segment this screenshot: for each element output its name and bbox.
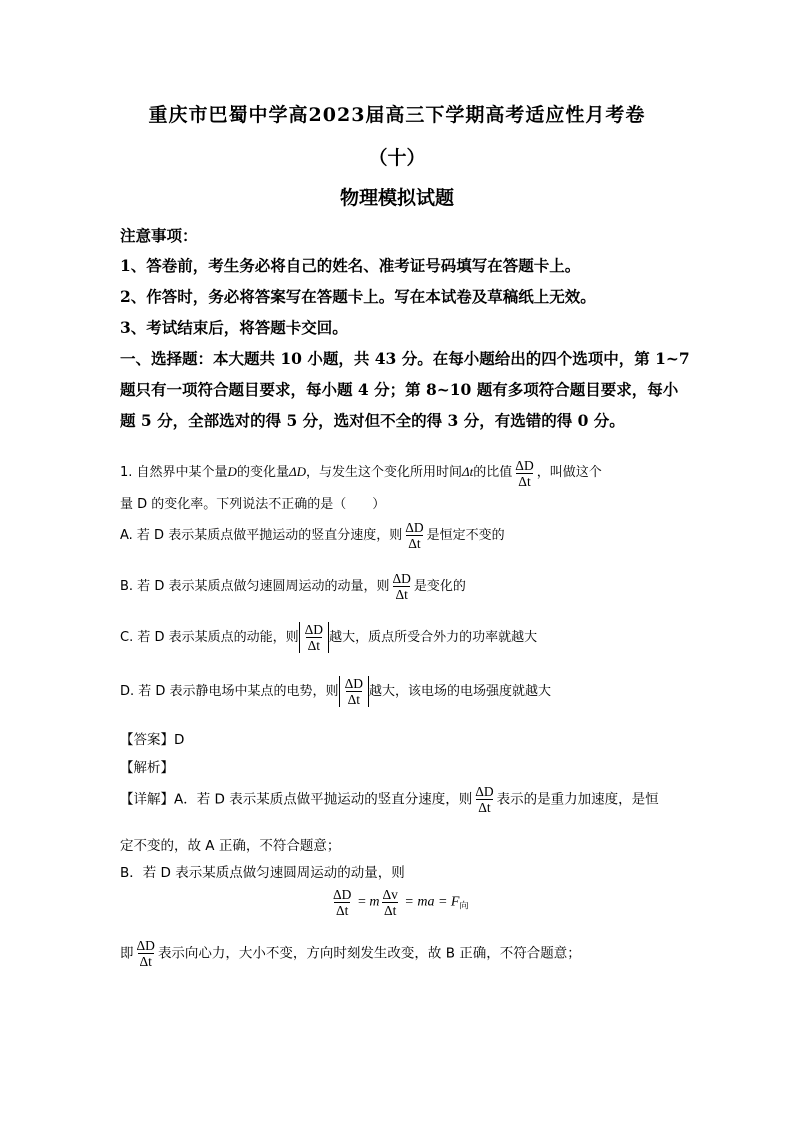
section-instructions-1: 一、选择题：本大题共 10 小题，共 43 分。在每小题给出的四个选项中，第 1~7 — [120, 349, 690, 368]
analysis-heading: 【解析】 — [120, 760, 174, 776]
ratio-fraction: $\frac{\Delta D}{\Delta t}$ — [515, 458, 534, 489]
notice-item-2: 2、作答时，务必将答案写在答题卡上。写在本试卷及草稿纸上无效。 — [120, 287, 596, 306]
option-b: B. 若 D 表示某质点做匀速圆周运动的动量，则 $\frac{\Delta D}{\Delta t}$ 是变化的 — [120, 571, 466, 602]
option-a: A. 若 D 表示某质点做平抛运动的竖直分速度，则 $\frac{\Delta D}{\Delta t}$ 是恒定不变的 — [120, 520, 505, 551]
question-1-stem: 1. 自然界中某个量D的变化量ΔD，与发生这个变化所用时间Δt的比值 $\frac{\Delta D}{\Delta t}$ ，叫做这个 — [120, 458, 602, 489]
section-instructions-2: 题只有一项符合题目要求，每小题 4 分；第 8~10 题有多项符合题目要求，每小 — [120, 380, 679, 399]
detail-a-line2: 定不变的，故 A 正确，不符合题意； — [120, 838, 341, 854]
page-subtitle: （十） — [368, 147, 426, 169]
answer: 【答案】D — [120, 732, 185, 748]
notice-item-3: 3、考试结束后，将答题卡交回。 — [120, 318, 348, 337]
option-d: D. 若 D 表示静电场中某点的电势，则 $\frac{\Delta D}{\Delta t}$ 越大，该电场的电场强度就越大 — [120, 676, 552, 707]
notice-heading: 注意事项： — [120, 226, 198, 245]
subject-title: 物理模拟试题 — [339, 187, 454, 209]
detail-b: B．若 D 表示某质点做匀速圆周运动的动量，则 — [120, 865, 405, 881]
question-1-stem-line2: 量 D 的变化率。下列说法不正确的是（ ） — [120, 497, 386, 512]
option-c: C. 若 D 表示某质点的动能，则 $\frac{\Delta D}{\Delta t}$ 越大，质点所受合外力的功率就越大 — [120, 622, 538, 653]
detail-b-conclusion: 即 $\frac{\Delta D}{\Delta t}$ 表示向心力，大小不变，方向时刻发生改变，故 B 正确，不符合题意； — [120, 938, 581, 969]
equation: $\frac{\Delta D}{\Delta t}$ = m $\frac{\Delta v}{\Delta t}$ = ma = $F_向$ — [333, 887, 469, 918]
section-instructions-3: 题 5 分，全部选对的得 5 分，选对但不全的得 3 分，有选错的得 0 分。 — [120, 411, 625, 430]
detail-a: 【详解】A．若 D 表示某质点做平抛运动的竖直分速度，则 $\frac{\Delta D}{\Delta t}$ 表示的是重力加速度，是恒 — [120, 784, 659, 815]
notice-item-1: 1、答卷前，考生务必将自己的姓名、准考证号码填写在答题卡上。 — [120, 256, 581, 275]
page-title: 重庆市巴蜀中学高2023届高三下学期高考适应性月考卷 — [148, 104, 646, 126]
